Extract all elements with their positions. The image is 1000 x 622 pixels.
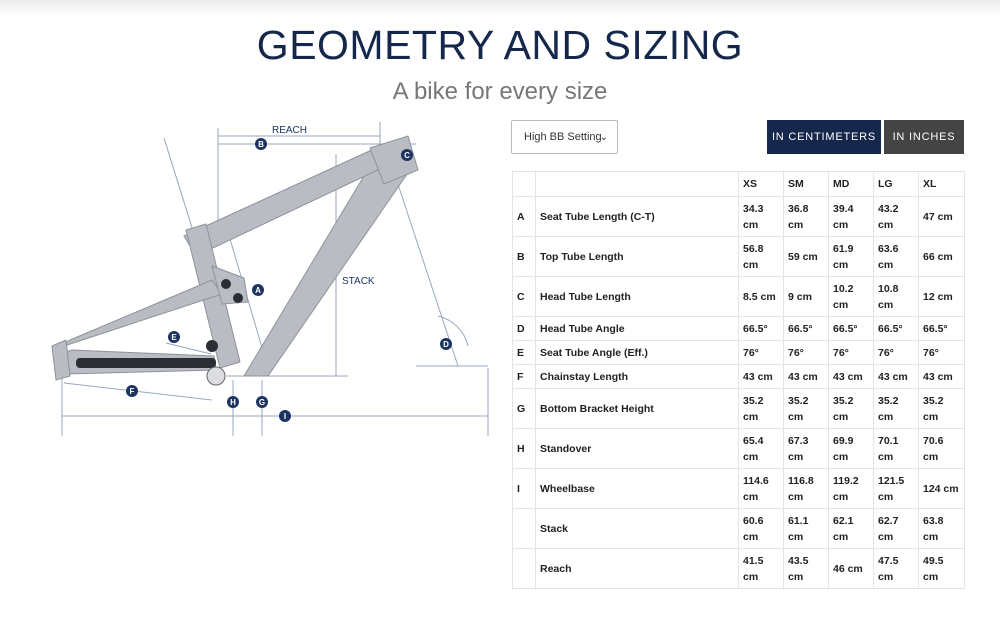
size-value-cell: 65.4 cm xyxy=(739,429,784,469)
bb-setting-select[interactable] xyxy=(511,120,618,154)
svg-text:I: I xyxy=(283,412,287,421)
table-row xyxy=(513,341,965,365)
row-measurement-name: Head Tube Angle xyxy=(536,317,739,341)
row-measurement-name: Top Tube Length xyxy=(536,237,739,277)
size-value-cell: 43 cm xyxy=(919,365,965,389)
row-measurement-name: Standover xyxy=(536,429,739,469)
size-value-cell: 76° xyxy=(829,341,874,365)
chainstay-dimension-line xyxy=(64,383,212,400)
size-value-cell: 60.6 cm xyxy=(739,509,784,549)
chevron-down-icon: ⌄ xyxy=(599,132,608,143)
size-value-cell: 76° xyxy=(784,341,829,365)
size-value-cell: 62.7 cm xyxy=(874,509,919,549)
size-value-cell: 8.5 cm xyxy=(739,277,784,317)
size-value-cell: 119.2 cm xyxy=(829,469,874,509)
table-header-row xyxy=(513,172,965,197)
size-value-cell: 35.2 cm xyxy=(829,389,874,429)
svg-text:D: D xyxy=(443,340,449,349)
size-value-cell: 10.8 cm xyxy=(874,277,919,317)
size-value-cell: 63.6 cm xyxy=(874,237,919,277)
centimeters-button[interactable]: IN CENTIMETERS xyxy=(767,120,881,154)
marker-f xyxy=(126,385,138,397)
row-measurement-name: Bottom Bracket Height xyxy=(536,389,739,429)
size-value-cell: 43 cm xyxy=(874,365,919,389)
table-row xyxy=(513,365,965,389)
size-value-cell: 35.2 cm xyxy=(919,389,965,429)
marker-g xyxy=(256,396,268,408)
size-value-cell: 66.5° xyxy=(829,317,874,341)
table-row xyxy=(513,509,965,549)
size-header: SM xyxy=(784,172,829,197)
size-value-cell: 66.5° xyxy=(739,317,784,341)
table-row xyxy=(513,429,965,469)
size-value-cell: 43.5 cm xyxy=(784,549,829,589)
marker-h xyxy=(227,396,239,408)
row-letter xyxy=(513,509,536,549)
row-measurement-name: Reach xyxy=(536,549,739,589)
size-value-cell: 35.2 cm xyxy=(874,389,919,429)
size-value-cell: 35.2 cm xyxy=(739,389,784,429)
table-row xyxy=(513,317,965,341)
geometry-table xyxy=(512,171,965,589)
size-value-cell: 49.5 cm xyxy=(919,549,965,589)
bottom-bracket-icon xyxy=(207,367,225,385)
marker-b xyxy=(255,138,267,150)
row-letter: C xyxy=(513,277,536,317)
row-measurement-name: Seat Tube Angle (Eff.) xyxy=(536,341,739,365)
stack-label: STACK xyxy=(342,276,375,287)
size-value-cell: 35.2 cm xyxy=(784,389,829,429)
svg-text:A: A xyxy=(255,286,261,295)
row-measurement-name: Head Tube Length xyxy=(536,277,739,317)
size-value-cell: 114.6 cm xyxy=(739,469,784,509)
marker-d xyxy=(440,338,452,350)
bike-frame-illustration xyxy=(52,136,418,380)
bb-setting-value: High BB Setting xyxy=(524,131,602,143)
size-value-cell: 46 cm xyxy=(829,549,874,589)
marker-i xyxy=(279,410,291,422)
size-value-cell: 43.2 cm xyxy=(874,197,919,237)
row-letter: I xyxy=(513,469,536,509)
row-measurement-name: Seat Tube Length (C-T) xyxy=(536,197,739,237)
size-header: LG xyxy=(874,172,919,197)
table-row xyxy=(513,237,965,277)
row-letter xyxy=(513,549,536,589)
size-value-cell: 70.1 cm xyxy=(874,429,919,469)
size-value-cell: 124 cm xyxy=(919,469,965,509)
size-value-cell: 69.9 cm xyxy=(829,429,874,469)
page-subtitle: A bike for every size xyxy=(392,78,608,105)
svg-text:C: C xyxy=(404,151,410,160)
size-value-cell: 121.5 cm xyxy=(874,469,919,509)
svg-text:H: H xyxy=(230,398,236,407)
size-value-cell: 76° xyxy=(919,341,965,365)
size-value-cell: 63.8 cm xyxy=(919,509,965,549)
row-measurement-name: Stack xyxy=(536,509,739,549)
svg-text:F: F xyxy=(129,387,135,396)
size-value-cell: 59 cm xyxy=(784,237,829,277)
svg-text:B: B xyxy=(258,140,264,149)
size-value-cell: 61.1 cm xyxy=(784,509,829,549)
svg-text:G: G xyxy=(258,398,266,407)
size-value-cell: 56.8 cm xyxy=(739,237,784,277)
marker-e xyxy=(168,331,180,343)
row-letter: G xyxy=(513,389,536,429)
table-row xyxy=(513,197,965,237)
size-header: XS xyxy=(739,172,784,197)
svg-text:E: E xyxy=(171,333,177,342)
inches-button[interactable]: IN INCHES xyxy=(884,120,964,154)
table-row xyxy=(513,549,965,589)
size-value-cell: 66.5° xyxy=(919,317,965,341)
size-value-cell: 39.4 cm xyxy=(829,197,874,237)
size-value-cell: 67.3 cm xyxy=(784,429,829,469)
row-letter: A xyxy=(513,197,536,237)
marker-a xyxy=(252,284,264,296)
size-value-cell: 43 cm xyxy=(784,365,829,389)
size-value-cell: 36.8 cm xyxy=(784,197,829,237)
row-letter: D xyxy=(513,317,536,341)
size-value-cell: 66.5° xyxy=(874,317,919,341)
page-title: GEOMETRY AND SIZING xyxy=(256,22,744,68)
row-measurement-name: Chainstay Length xyxy=(536,365,739,389)
size-value-cell: 9 cm xyxy=(784,277,829,317)
size-value-cell: 66.5° xyxy=(784,317,829,341)
size-value-cell: 66 cm xyxy=(919,237,965,277)
table-row xyxy=(513,389,965,429)
table-row xyxy=(513,469,965,509)
row-letter: H xyxy=(513,429,536,469)
size-value-cell: 47 cm xyxy=(919,197,965,237)
geometry-diagram xyxy=(36,118,498,440)
row-measurement-name: Wheelbase xyxy=(536,469,739,509)
top-shadow xyxy=(0,0,1000,16)
size-value-cell: 41.5 cm xyxy=(739,549,784,589)
table-row xyxy=(513,277,965,317)
reach-label: REACH xyxy=(272,125,308,136)
size-value-cell: 12 cm xyxy=(919,277,965,317)
size-value-cell: 116.8 cm xyxy=(784,469,829,509)
size-value-cell: 62.1 cm xyxy=(829,509,874,549)
row-letter: E xyxy=(513,341,536,365)
size-value-cell: 34.3 cm xyxy=(739,197,784,237)
size-value-cell: 47.5 cm xyxy=(874,549,919,589)
size-value-cell: 70.6 cm xyxy=(919,429,965,469)
size-value-cell: 10.2 cm xyxy=(829,277,874,317)
row-letter: F xyxy=(513,365,536,389)
row-letter: B xyxy=(513,237,536,277)
marker-c xyxy=(401,149,413,161)
size-value-cell: 76° xyxy=(739,341,784,365)
size-value-cell: 61.9 cm xyxy=(829,237,874,277)
size-header: MD xyxy=(829,172,874,197)
size-header: XL xyxy=(919,172,965,197)
size-value-cell: 76° xyxy=(874,341,919,365)
size-value-cell: 43 cm xyxy=(829,365,874,389)
size-value-cell: 43 cm xyxy=(739,365,784,389)
